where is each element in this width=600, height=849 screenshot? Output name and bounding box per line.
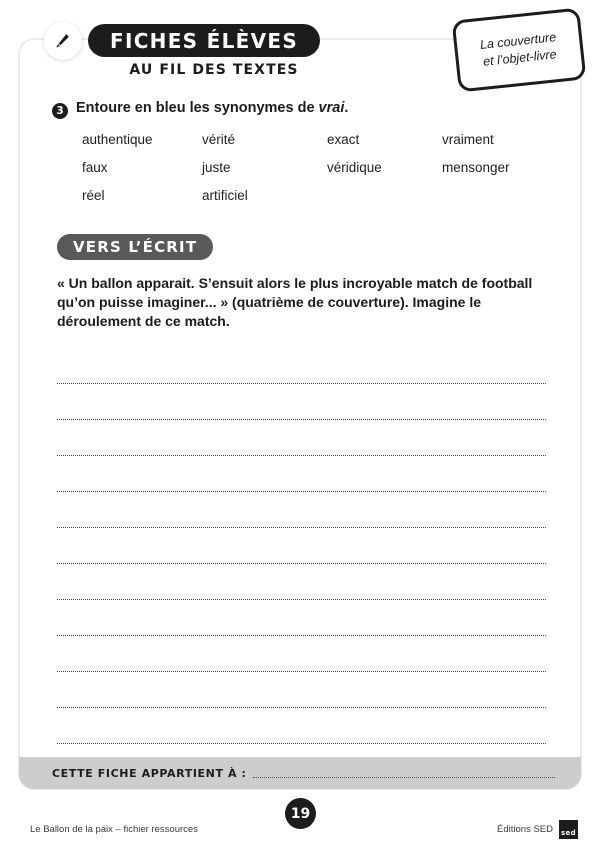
writing-line[interactable] [57,600,546,636]
page-number-badge: 19 [285,798,316,829]
theme-badge-line-2: et l’objet-livre [482,47,558,69]
writing-line[interactable] [57,672,546,708]
exercise-block [52,100,552,117]
exercise-heading [52,100,552,117]
writing-line[interactable] [57,708,546,744]
word-option[interactable]: vérité [202,132,236,147]
exercise-instruction-text: Entoure en bleu les synonymes de [76,100,315,116]
writing-lines[interactable] [57,348,546,780]
word-option[interactable]: artificiel [202,188,248,203]
theme-badge [452,8,587,93]
exercise-instruction-period: . [344,100,349,116]
word-option[interactable]: faux [82,160,108,175]
credit-right [497,820,578,839]
page-title: FICHES ÉLÈVES [110,28,299,53]
credit-left: Le Ballon de la paix – fichier ressources [30,824,198,835]
writing-line[interactable] [57,456,546,492]
footer-band [19,757,581,789]
fiches-eleves-title-pill [88,24,320,57]
writing-line[interactable] [57,420,546,456]
owner-input-line[interactable] [253,768,555,778]
pencil-icon [44,22,82,60]
vers-lecrit-label [57,234,213,260]
writing-prompt: « Un ballon apparait. S’ensuit alors le plus incroyable match de football qu’on puisse imaginer... » (quatrième de couverture). Imagine le déroulement de ce match. [57,275,533,329]
word-option[interactable]: vraiment [442,132,494,147]
exercise-keyword: vrai [318,100,345,116]
page-subtitle: AU FIL DES TEXTES [129,62,299,78]
sed-logo-text: sed [560,829,577,837]
publisher-name: Éditions SED [497,824,553,835]
word-option[interactable]: juste [202,160,231,175]
theme-badge-line-1: La couverture [479,30,557,53]
word-option[interactable]: exact [327,132,360,147]
owner-label: CETTE FICHE APPARTIENT À : [52,766,247,780]
writing-line[interactable] [57,528,546,564]
word-option[interactable]: réel [82,188,105,203]
word-option[interactable]: mensonger [442,160,510,175]
sed-logo-icon [559,820,578,839]
word-option[interactable]: authentique [82,132,153,147]
writing-line[interactable] [57,348,546,384]
vers-lecrit-text: VERS L’ÉCRIT [73,238,198,256]
exercise-instruction [76,100,348,116]
writing-line[interactable] [57,492,546,528]
word-option[interactable]: véridique [327,160,382,175]
writing-line[interactable] [57,564,546,600]
word-grid [82,132,562,203]
exercise-number-badge: 3 [52,103,68,119]
writing-line[interactable] [57,636,546,672]
writing-line[interactable] [57,384,546,420]
